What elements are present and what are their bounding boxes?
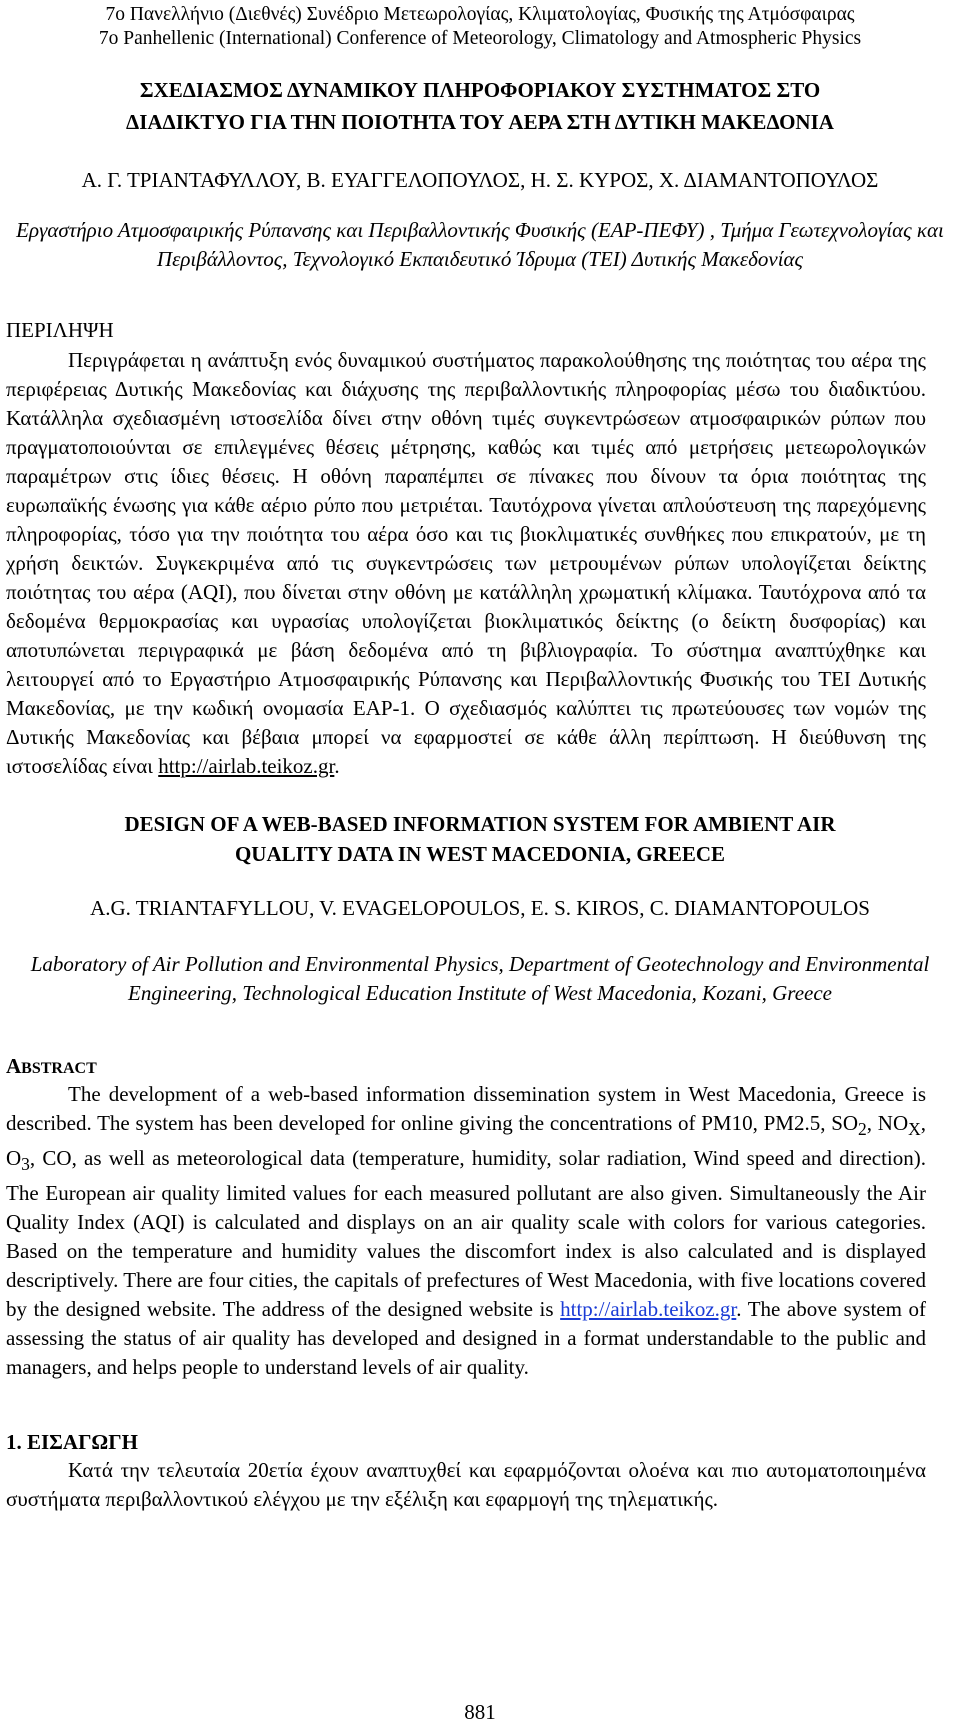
english-abstract: The development of a web-based information dissemination system in West Macedonia, Greece is described. The system has been developed for online giving the concentrations of PM10, PM2.5, $SO_2$, $NO_X$, $O_3$, CO, as well as meteorological data (temperature, humidity, solar radiation, Wind speed and direction). The European air quality limited values for each measured pollutant are also given. Simultaneously the Air Quality Index (AQI) is calculated and displays on an air quality scale with colors for various categories. Based on the temperature and humidity values the discomfort index is also calculated and is displayed descriptively. There are four cities, the capitals of prefectures of West Macedonia, with five locations covered by the designed website. The address of the designed website is http://airlab.teikoz.gr. The above system of assessing the status of air quality has developed and designed in a format understandable to the public and managers, and helps people to understand levels of air quality.: [6, 1082, 927, 1380]
o3-formula: O: [6, 1146, 22, 1171]
conference-header-english: 7ο Panhellenic (International) Conference of Meteorology, Climatology and Atmospheric Physics: [98, 28, 862, 49]
greek-title-line-2: ΔΙΑΔΙΚΤΥΟ ΓΙΑ ΤΗΝ ΠΟΙΟΤΗΤΑ ΤΟΥ ΑΕΡΑ ΣΤΗ ΔΥΤΙΚΗ ΜΑΚΕΔΟΝΙΑ: [126, 110, 834, 134]
so2-subscript: 2: [858, 1119, 867, 1140]
section-1-heading: 1. ΕΙΣΑΓΩΓΗ: [6, 1430, 138, 1454]
english-abstract-part-1: The development of a web-based information dissemination system in West Macedonia, Greece is described. The system has been developed for online giving the concentrations of PM10, PM2.5,: [6, 1082, 926, 1135]
english-title-line-2: QUALITY DATA IN WEST MACEDONIA, GREECE: [234, 842, 726, 866]
greek-title-line-1: ΣΧΕΔΙΑΣΜΟΣ ΔΥΝΑΜΙΚΟΥ ΠΛΗΡΟΦΟΡΙΑΚΟΥ ΣΥΣΤΗΜΑΤΟΣ ΣΤΟ: [139, 78, 821, 102]
english-abstract-heading: [6, 1052, 97, 1083]
english-abstract-part-2: CO, as well as meteorological data (temperature, humidity, solar radiation, Wind speed and direction). The European air quality limited values for each measured pollutant are also given. Simultaneously the Air Quality Index (AQI) is calculated and displays on an air quality scale with colors for various categories. Based on the temperature and humidity values the discomfort index is also calculated and is displayed descriptively. There are four cities, the capitals of prefectures of West Macedonia, with five locations covered by the designed website. The address of the designed website is: [6, 1146, 927, 1322]
english-authors: A.G. TRIANTAFYLLOU, V. EVAGELOPOULOS, E. S. KIROS, C. DIAMANTOPOULOS: [90, 896, 870, 920]
greek-abstract-end: .: [334, 754, 340, 778]
greek-abstract-heading: ΠΕΡΙΛΗΨΗ: [6, 318, 114, 342]
conference-header-greek: 7ο Πανελλήνιο (Διεθνές) Συνέδριο Μετεωρολογίας, Κλιματολογίας, Φυσικής της Ατμόσφαιρας: [105, 4, 855, 25]
abstract-heading-initial: A: [6, 1054, 22, 1078]
greek-website-link[interactable]: http://airlab.teikoz.gr: [158, 754, 335, 778]
english-title-line-1: DESIGN OF A WEB-BASED INFORMATION SYSTEM FOR AMBIENT AIR: [124, 812, 836, 836]
english-abstract-part-3: . The above system of assessing the status of air quality has developed and designed in a format understandable to the public and managers, and helps people to understand levels of air quality.: [6, 1297, 927, 1380]
english-affiliation: Laboratory of Air Pollution and Environmental Physics, Department of Geotechnology and Environmental Engineering, Technological Education Institute of West Macedonia, Kozani, Greece: [30, 952, 930, 1005]
greek-abstract-text: Περιγράφεται η ανάπτυξη ενός δυναμικού συστήματος παρακολούθησης της ποιότητας του αέρα της περιφέρειας Δυτικής Μακεδονίας και διάχυσης της περιβαλλοντικής πληροφορίας μέσω του διαδικτύου. Κατάλληλα σχεδιασμένη ιστοσελίδα δίνει στην οθόνη τιμές συγκεντρώσεων ατμοσφαιρικών ρύπων που πραγματοποιούνται σε επιλεγμένες θέσεις μέτρησης, καθώς και τιμές από μετρήσεις μετεωρολογικών παραμέτρων στις ίδιες θέσεις. Η οθόνη παραπέμπει σε πίνακες που δίνουν τα όρια ποιότητας της ευρωπαϊκής ένωσης για κάθε αέριο ρύπο που μετριέται. Ταυτόχρονα γίνεται απλούστευση της παρεχόμενης πληροφορίας, τόσο για την ποιότητα του αέρα όσο και τις βιοκλιματικές συνθήκες που επικρατούν, με τη χρήση δεικτών. Συγκεκριμένα από τις συγκεντρώσεις των μετρουμένων ρύπων υπολογίζεται δείκτης ποιότητας του αέρα (AQI), που δίνεται στην οθόνη με κατάλληλη χρωματική κλίμακα. Ταυτόχρονα από τα δεδομένα θερμοκρασίας και υγρασίας υπολογίζεται βιοκλιματικός δείκτης (ο δείκτη δυσφορίας) και αποτυπώνεται περιγραφικά με βάση δεδομένα από τη βιβλιογραφία. Το σύστημα αναπτύχθηκε και λειτουργεί από το Εργαστήριο Ατμοσφαιρικής Ρύπανσης και Περιβαλλοντικής Φυσικής του ΤΕΙ Δυτικής Μακεδονίας, με την κωδική ονομασία ΕΑΡ-1. Ο σχεδιασμός καλύπτει τις πρωτεύουσες των νομών της Δυτικής Μακεδονίας και βέβαια μπορεί να εφαρμοστεί σε κάθε άλλη περίπτωση. Η διεύθυνση της ιστοσελίδας είναι: [6, 348, 926, 778]
nox-formula: NO: [877, 1111, 909, 1135]
page-number: 881: [464, 1700, 496, 1724]
english-website-link[interactable]: http://airlab.teikoz.gr: [560, 1297, 737, 1322]
nox-subscript: X: [908, 1119, 921, 1140]
greek-authors: Α. Γ. ΤΡΙΑΝΤΑΦΥΛΛΟΥ, Β. ΕΥΑΓΓΕΛΟΠΟΥΛΟΣ, Η. Σ. ΚΥΡΟΣ, Χ. ΔΙΑΜΑΝΤΟΠΟΥΛΟΣ: [81, 168, 879, 192]
section-1-paragraph: Κατά την τελευταία 20ετία έχουν αναπτυχθεί και εφαρμόζονται ολοένα και πιο αυτοματοποιημένα συστήματα περιβαλλοντικού ελέγχου με την εξέλιξη και εφαρμογή της τηλεματικής.: [6, 1458, 926, 1511]
greek-affiliation: Εργαστήριο Ατμοσφαιρικής Ρύπανσης και Περιβαλλοντικής Φυσικής (ΕΑΡ-ΠΕΦΥ) , Τμήμα Γεωτεχνολογίας και Περιβάλλοντος, Τεχνολογικό Εκπαιδευτικό Ίδρυμα (ΤΕΙ) Δυτικής Μακεδονίας: [16, 218, 944, 271]
greek-abstract: [6, 346, 926, 781]
o3-subscript: 3: [21, 1154, 30, 1175]
so2-formula: SO: [831, 1111, 859, 1135]
section-1-text: [6, 1456, 926, 1514]
abstract-heading-rest: BSTRACT: [21, 1060, 97, 1077]
